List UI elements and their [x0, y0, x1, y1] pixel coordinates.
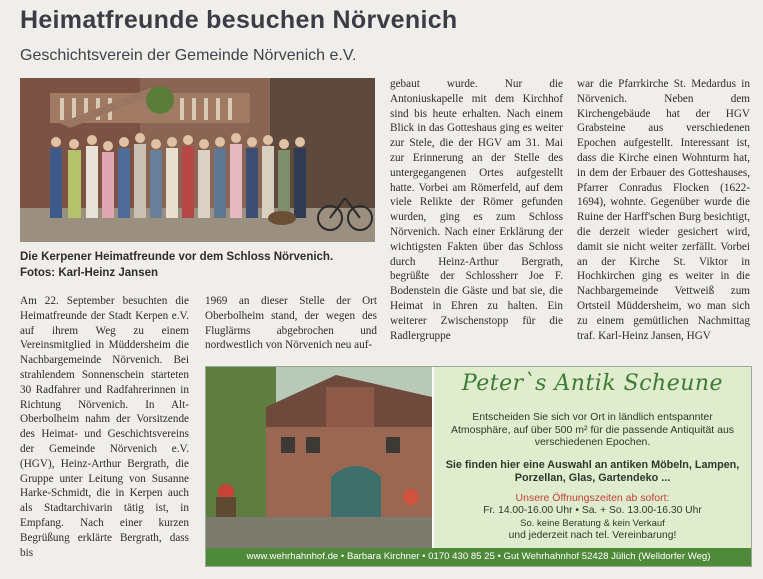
ad-note-2: und jederzeit nach tel. Vereinbarung!	[508, 530, 677, 541]
ad-hours-title: Unsere Öffnungszeiten ab sofort:	[515, 492, 670, 504]
article-column-1	[20, 294, 189, 560]
caption-line-1: Die Kerpener Heimatfreunde vor dem Schloss Nörvenich.	[20, 251, 334, 263]
article-column-4	[577, 77, 750, 343]
ad-footer-bar: www.wehrhahnhof.de • Barbara Kirchner • 0170 430 85 25 • Gut Wehrhahnhof 52428 Jülich (Welldorfer Weg)	[206, 548, 751, 566]
column-4-text: war die Pfarrkirche St. Medardus in Nörvenich. Neben dem Kirchengebäude hat der HGV Grabsteine aus verschiedenen Epochen aufgestellt. Interessant ist, dass die Kirche einen Wohnturm hat, in dem der Erbauer des Gotteshauses, Pfarrer Conradus Flocken (1622-1694), wohnte. Gegenüber wurde die Ruine der Harff'schen Burg besichtigt, die derzeit wieder gesichert wird, damit sie nicht weiter zerfällt. Vorbei an der Kirche St. Viktor in Hochkirchen ging es weiter in die Nachbargemeinde Vettweiß zum Ortsteil Müddersheim, wo man sich zu einem gemütlichen Nachmittag traf. Karl-Heinz Jansen, HGV	[577, 78, 750, 342]
photo-caption	[20, 249, 380, 281]
article-column-3	[390, 77, 563, 343]
article-subheadline: Geschichtsverein der Gemeinde Nörvenich e.V.	[20, 47, 357, 64]
column-1-text: Am 22. September besuchten die Heimatfreunde der Stadt Kerpen e.V. auf ihrem Weg zu einem Vereinsmitglied in Müddersheim die Nachbargemeinde Nörvenich. Bei strahlendem Sonnenschein starteten 30 Radfahrer und Radfahrerinnen in Richtung Nörvenich. In Alt-Oberbolheim nahm der Vorsitzende des Heimat- und Geschichtsvereins der Gemeinde Nörvenich e.V. (HGV), Heinz-Arthur Bergrath, die Gruppe unter Leitung von Susanne Harke-Schmidt, die in Kerpen auch als Stadtarchivarin tätig ist, in Empfang. Nach einer kurzen Begrüßung erklärte Bergrath, dass bis	[20, 295, 189, 559]
ad-offer-text: Sie finden hier eine Auswahl an antiken Möbeln, Lampen, Porzellan, Glas, Gartendeko ...	[445, 459, 740, 484]
column-2-text: 1969 an dieser Stelle der Ort Oberbolheim stand, der wegen des Fluglärms abgebrochen und nordwestlich von Nörvenich neu auf-	[205, 295, 377, 352]
farmhouse-illustration	[206, 367, 432, 548]
caption-line-2: Fotos: Karl-Heinz Jansen	[20, 267, 159, 279]
group-photo	[20, 78, 375, 242]
article-headline: Heimatfreunde besuchen Nörvenich	[20, 6, 458, 34]
ad-hours: Fr. 14.00-16.00 Uhr • Sa. + So. 13.00-16.30 Uhr	[483, 505, 702, 516]
ad-photo	[206, 367, 432, 548]
ad-note: So. keine Beratung & kein Verkauf	[520, 518, 665, 529]
ad-text-panel	[434, 367, 751, 548]
article-column-2	[205, 294, 377, 353]
column-3-text: gebaut wurde. Nur die Antoniuskapelle mit dem Kirchhof sind bis heute erhalten. Nach einem Blick in das Gotteshaus ging es weiter zur Stele, die der HGV am 31. Mai zur Erinnerung an der Stelle des untergegangenen Ortes aufgestellt hatte. Vorbei am Römerfeld, auf dem viele Relikte der Römer gefunden wurden, ging es zum Schloss Nörvenich. Nach einer Erklärung der wichtigsten Fakten über das Schloss durch Heinz-Arthur Bergrath, begrüßte der Schlossherr Joe F. Bodenstein die Gäste und bat sie, die Heimat in Ehren zu halten. Ein weiterer Zwischenstopp für die Radlergruppe	[390, 78, 563, 342]
group-photo-illustration	[20, 78, 375, 242]
ad-intro-text: Entscheiden Sie sich vor Ort in ländlich entspannter Atmosphäre, auf über 500 m² für die passende Antiquität aus verschiedenen Epochen.	[450, 411, 735, 448]
ad-brand-name: Peter`s Antik Scheune	[461, 371, 724, 396]
advertisement	[205, 366, 752, 567]
